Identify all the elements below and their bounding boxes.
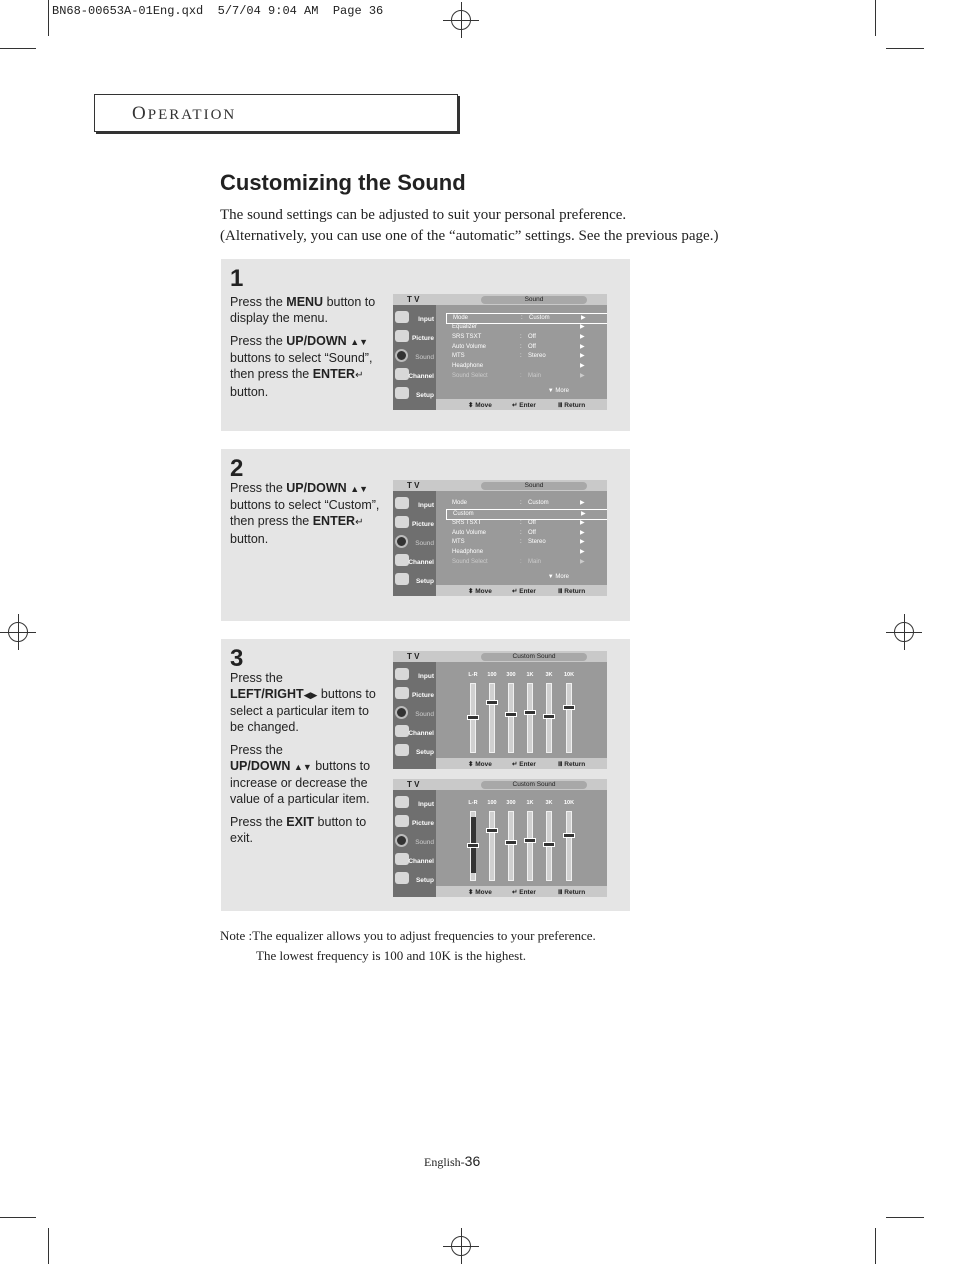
instruction-paragraph: Press the UP/DOWN ▲▼ buttons to increase or decrease the value of a particular item. [230,743,371,806]
tv-menu-screen [393,294,607,410]
menu-row-headphone: Headphone ▶ [452,549,585,555]
menu-row-sound-select: Sound Select : Main ▶ [452,559,585,565]
eq-slider-track[interactable] [527,683,533,753]
side-item-setup: Setup [393,385,436,404]
menu-title: Sound [481,296,587,304]
menu-row-srs: SRS TSXT : Off ▶ [452,520,585,526]
side-item-sound: Sound [393,704,436,723]
eq-slider-track[interactable] [508,683,514,753]
instruction-paragraph: Press the UP/DOWN ▲▼ buttons to select “Custom”, then press the ENTER↵ button. [230,481,380,546]
more-indicator: ▼ More [547,574,569,580]
eq-band-label: 100 [487,672,497,678]
tv-label: T V [407,652,420,661]
tv-footer [436,399,607,410]
page-number [424,1153,480,1170]
crop-mark [875,1228,876,1264]
footer-enter: ↵ Enter [512,588,536,595]
footer-return: Ⅲ Return [558,402,586,409]
menu-row-srs: SRS TSXT : Off ▶ [452,334,585,340]
footer-enter: ↵ Enter [512,889,536,896]
antenna-icon [395,853,409,865]
tv-custom-sound-screen [393,651,607,769]
step-3-instructions [230,670,380,853]
page-title: Customizing the Sound [220,170,466,195]
instruction-paragraph: Press the LEFT/RIGHT◀▶ buttons to select a particular item to be changed. [230,671,376,734]
menu-title: Custom Sound [481,653,587,661]
side-item-picture: Picture [393,328,436,347]
right-arrow-icon: ▶ [580,549,585,555]
intro-line: (Alternatively, you can use one of the “automatic” settings. See the previous page.) [220,228,719,244]
right-arrow-icon: ▶ [580,539,585,545]
eq-slider-knob[interactable] [524,710,536,715]
instruction-paragraph: Press the UP/DOWN ▲▼ buttons to select “Sound”, then press the ENTER↵ button. [230,334,373,399]
eq-slider-knob[interactable] [543,714,555,719]
eq-slider-knob[interactable] [486,828,498,833]
side-item-input: Input [393,794,436,813]
speaker-icon [395,535,408,548]
section-header-initial: O [132,103,148,124]
crop-mark [48,0,49,36]
side-item-channel: Channel [393,851,436,870]
eq-band-label: 3K [545,800,553,806]
eq-band-label: 10K [563,672,575,678]
eq-band-label: L-R [468,672,478,678]
registration-mark [443,2,479,38]
note-line: The lowest frequency is 100 and 10K is the highest. [256,948,527,963]
eq-slider-track[interactable] [508,811,514,881]
tv-label: T V [407,481,420,490]
eq-band-label: 1K [526,800,534,806]
side-menu [393,491,436,596]
menu-title: Custom Sound [481,781,587,789]
footer-move: ⬍ Move [468,588,492,595]
eq-slider-track[interactable] [566,683,572,753]
note-line: Note :The equalizer allows you to adjust frequencies to your preference. [220,928,596,943]
menu-row-mode: Mode : Custom ▶ [446,313,607,324]
right-arrow-icon: ▶ [580,559,585,565]
side-menu [393,790,436,897]
eq-slider-track[interactable] [527,811,533,881]
enter-icon: ↵ [355,517,364,528]
setup-icon [395,387,409,399]
eq-slider-knob[interactable] [505,712,517,717]
right-arrow-icon: ▶ [580,324,585,330]
up-down-icon: ▲▼ [293,762,312,772]
antenna-icon [395,725,409,737]
registration-mark [443,1228,479,1264]
right-arrow-icon: ▶ [580,363,585,369]
step-number: 1 [230,265,244,292]
instruction-paragraph: Press the EXIT button to exit. [230,815,367,845]
speaker-icon [395,349,408,362]
right-arrow-icon: ▶ [580,344,585,350]
intro-text [220,205,718,247]
eq-slider-knob[interactable] [563,705,575,710]
right-arrow-icon: ▶ [580,530,585,536]
page-language: English- [424,1155,465,1169]
eq-band-label: 10K [563,800,575,806]
side-item-sound: Sound [393,347,436,366]
crop-mark [0,1217,36,1218]
footer-return: Ⅲ Return [558,761,586,768]
side-item-input: Input [393,666,436,685]
eq-slider-track[interactable] [489,683,495,753]
right-arrow-icon: ▶ [580,373,585,379]
eq-band-label: 3K [545,672,553,678]
eq-slider-knob[interactable] [543,842,555,847]
menu-row-auto-volume: Auto Volume : Off ▶ [452,344,585,350]
side-item-channel: Channel [393,723,436,742]
footer-return: Ⅲ Return [558,889,586,896]
eq-band-label: 100 [487,800,497,806]
side-item-setup: Setup [393,870,436,889]
side-item-sound: Sound [393,533,436,552]
right-arrow-icon: ▶ [580,353,585,359]
menu-row-headphone: Headphone ▶ [452,363,585,369]
setup-icon [395,872,409,884]
eq-slider-knob[interactable] [467,715,479,720]
crop-mark [875,0,876,36]
crop-mark [0,48,36,49]
left-right-icon: ◀▶ [303,690,318,700]
input-icon [395,668,409,680]
tv-menu-screen [393,480,607,596]
crop-mark [886,1217,924,1218]
picture-icon [395,815,409,827]
tv-label: T V [407,295,420,304]
print-slug: BN68-00653A-01Eng.qxd 5/7/04 9:04 AM Page 36 [52,4,384,18]
step-3-panel [221,639,630,911]
right-arrow-icon: ▶ [581,315,586,321]
picture-icon [395,687,409,699]
step-1-instructions [230,294,385,407]
note [220,926,596,966]
tv-label: T V [407,780,420,789]
input-icon [395,796,409,808]
enter-icon: ↵ [355,370,364,381]
section-header [132,103,236,125]
footer-move: ⬍ Move [468,889,492,896]
side-item-setup: Setup [393,742,436,761]
eq-slider-track[interactable] [566,811,572,881]
eq-band-label: 1K [526,672,534,678]
eq-slider-knob[interactable] [563,833,575,838]
step-number: 3 [230,645,244,672]
menu-row-custom: Custom ▶ [446,509,607,520]
picture-icon [395,516,409,528]
setup-icon [395,573,409,585]
footer-move: ⬍ Move [468,761,492,768]
side-menu [393,662,436,769]
side-item-channel: Channel [393,366,436,385]
step-1-panel [221,259,630,431]
side-item-setup: Setup [393,571,436,590]
side-item-picture: Picture [393,685,436,704]
footer-enter: ↵ Enter [512,402,536,409]
antenna-icon [395,368,409,380]
side-menu [393,305,436,410]
crop-mark [48,1228,49,1264]
menu-row-mts: MTS : Stereo ▶ [452,539,585,545]
input-icon [395,497,409,509]
side-item-picture: Picture [393,813,436,832]
side-item-channel: Channel [393,552,436,571]
right-arrow-icon: ▶ [580,500,585,506]
eq-slider-track[interactable] [489,811,495,881]
menu-row-mts: MTS : Stereo ▶ [452,353,585,359]
input-icon [395,311,409,323]
step-2-instructions [230,480,385,554]
side-item-sound: Sound [393,832,436,851]
more-indicator: ▼ More [547,388,569,394]
up-down-icon: ▲▼ [350,337,369,347]
right-arrow-icon: ▶ [580,334,585,340]
footer-move: ⬍ Move [468,402,492,409]
right-arrow-icon: ▶ [581,511,586,517]
right-arrow-icon: ▶ [580,520,585,526]
registration-mark [886,614,922,650]
speaker-icon [395,834,408,847]
tv-custom-sound-screen [393,779,607,897]
instruction-paragraph: Press the MENU button to display the menu. [230,295,376,325]
footer-return: Ⅲ Return [558,588,586,595]
eq-band-label: 300 [506,800,516,806]
page-number-value: 36 [464,1153,481,1169]
tv-footer [436,886,607,897]
antenna-icon [395,554,409,566]
tv-footer [436,585,607,596]
step-number: 2 [230,455,244,482]
menu-title: Sound [481,482,587,490]
menu-row-equalizer: Equalizer ▶ [452,324,585,330]
side-item-picture: Picture [393,514,436,533]
menu-row-auto-volume: Auto Volume : Off ▶ [452,530,585,536]
side-item-input: Input [393,309,436,328]
registration-mark [0,614,36,650]
crop-mark [886,48,924,49]
setup-icon [395,744,409,756]
eq-band-label: 300 [506,672,516,678]
eq-slider-knob[interactable] [467,843,479,848]
side-item-input: Input [393,495,436,514]
footer-enter: ↵ Enter [512,761,536,768]
menu-row-sound-select: Sound Select : Main ▶ [452,373,585,379]
picture-icon [395,330,409,342]
tv-footer [436,758,607,769]
eq-slider-knob[interactable] [486,700,498,705]
eq-slider-knob[interactable] [524,838,536,843]
intro-line: The sound settings can be adjusted to suit your personal preference. [220,207,627,223]
section-header-rest: PERATION [147,107,237,123]
eq-band-label: L-R [468,800,478,806]
step-2-panel [221,449,630,621]
speaker-icon [395,706,408,719]
menu-row-mode: Mode : Custom ▶ [452,500,585,506]
eq-slider-knob[interactable] [505,840,517,845]
up-down-icon: ▲▼ [350,484,369,494]
